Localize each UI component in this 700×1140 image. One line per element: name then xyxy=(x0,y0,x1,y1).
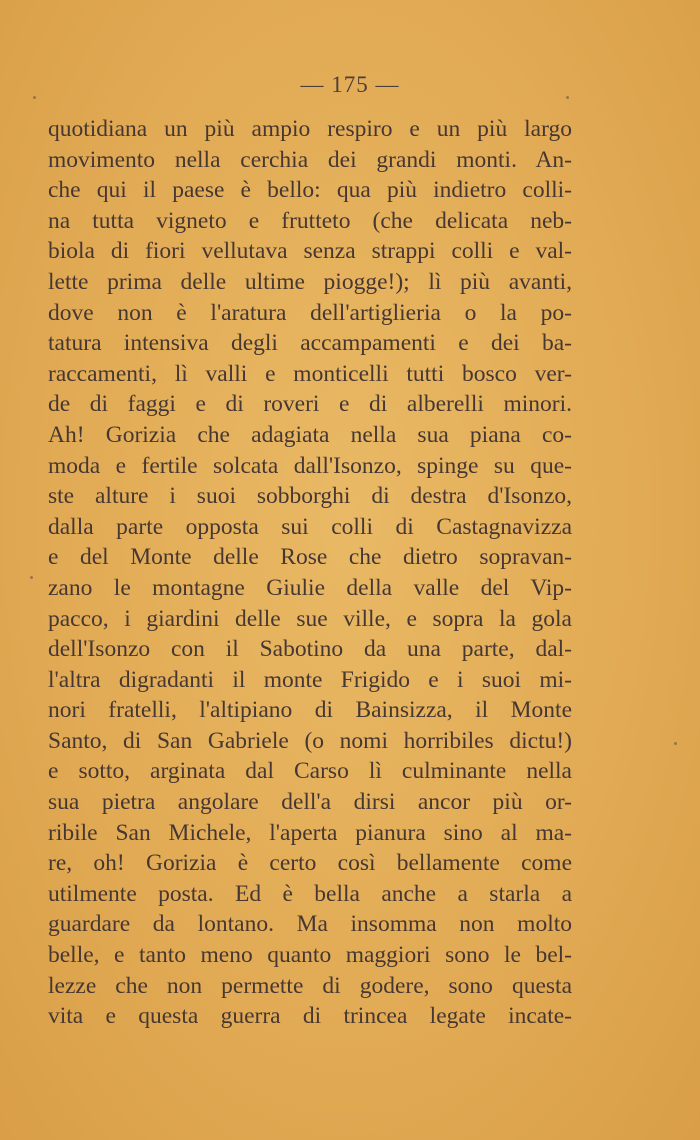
body-text xyxy=(48,114,572,1032)
text-line: na tutta vigneto e frutteto (che delicata neb- xyxy=(48,207,572,234)
paper-speck xyxy=(566,96,569,99)
text-line: Santo, di San Gabriele (o nomi horribiles dictu!) xyxy=(48,727,572,754)
text-line: lezze che non permette di godere, sono questa xyxy=(48,972,572,999)
text-line: utilmente posta. Ed è bella anche a starla a xyxy=(48,880,572,907)
text-line: Ah! Gorizia che adagiata nella sua piana co- xyxy=(48,421,572,448)
paper-speck xyxy=(33,96,36,99)
text-line: e sotto, arginata dal Carso lì culminante nella xyxy=(48,758,572,785)
paper-speck xyxy=(30,576,33,579)
text-line: ste alture i suoi sobborghi di destra d'Isonzo, xyxy=(48,483,572,510)
text-line: guardare da lontano. Ma insomma non molto xyxy=(48,911,572,938)
text-line: movimento nella cerchia dei grandi monti. An- xyxy=(48,146,572,173)
text-line: vita e questa guerra di trincea legate incate- xyxy=(48,1003,572,1030)
text-line: dell'Isonzo con il Sabotino da una parte, dal- xyxy=(48,636,572,663)
text-line: raccamenti, lì valli e monticelli tutti bosco ver- xyxy=(48,360,572,387)
text-line: pacco, i giardini delle sue ville, e sopra la gola xyxy=(48,605,572,632)
paper-speck xyxy=(674,742,677,745)
text-line: sua pietra angolare dell'a dirsi ancor più or- xyxy=(48,789,572,816)
text-line: che qui il paese è bello: qua più indietro colli- xyxy=(48,177,572,204)
text-line: de di faggi e di roveri e di alberelli minori. xyxy=(48,391,572,418)
text-line: ribile San Michele, l'aperta pianura sino al ma- xyxy=(48,819,572,846)
text-line: dove non è l'aratura dell'artiglieria o la po- xyxy=(48,299,572,326)
text-line: quotidiana un più ampio respiro e un più largo xyxy=(48,116,572,142)
text-line: zano le montagne Giulie della valle del Vip- xyxy=(48,574,572,601)
text-line: tatura intensiva degli accampamenti e dei ba- xyxy=(48,330,572,357)
text-line: lette prima delle ultime piogge!); lì più avanti, xyxy=(48,268,572,295)
text-line: l'altra digradanti il monte Frigido e i suoi mi- xyxy=(48,666,572,693)
text-line: e del Monte delle Rose che dietro sopravan- xyxy=(48,544,572,571)
page-number: — 175 — xyxy=(300,72,400,97)
text-line: dalla parte opposta sui colli di Castagnavizza xyxy=(48,513,572,540)
text-line: biola di fiori vellutava senza strappi colli e val- xyxy=(48,238,572,265)
text-line: belle, e tanto meno quanto maggiori sono le bel- xyxy=(48,942,572,969)
text-line: re, oh! Gorizia è certo così bellamente come xyxy=(48,850,572,877)
text-line: nori fratelli, l'altipiano di Bainsizza, il Monte xyxy=(48,697,572,724)
text-line: moda e fertile solcata dall'Isonzo, spinge su que- xyxy=(48,452,572,479)
